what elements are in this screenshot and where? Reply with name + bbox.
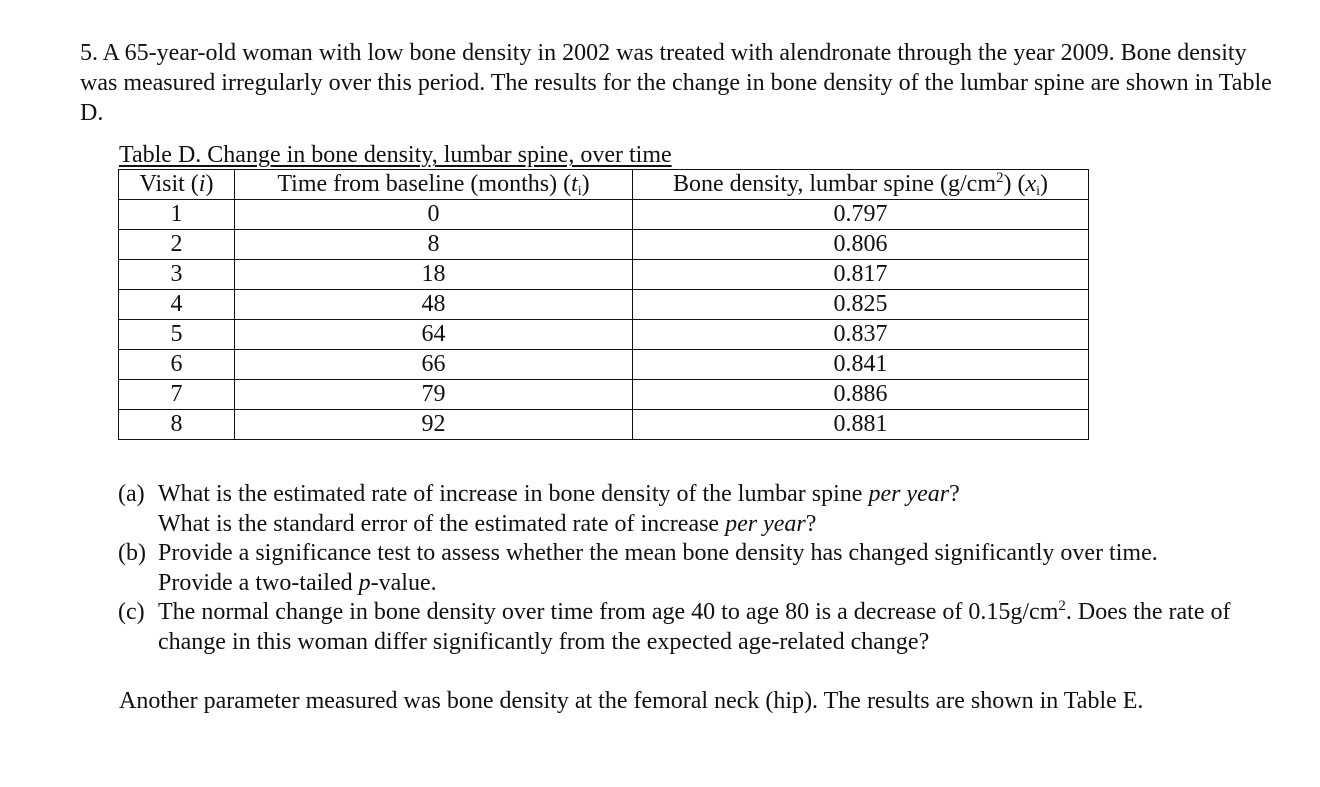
cell-visit: 5 [119,320,235,350]
cell-density: 0.841 [633,350,1089,380]
table-row [119,350,1089,380]
question-c [118,598,1278,657]
question-c-text: The normal change in bone density over time from age 40 to age 80 is a decrease of $0.15g/cm^2$. Does the rate of change in this woman differ significantly from the expected age-related change? [158,598,1231,655]
table-row [119,410,1089,440]
problem-intro: 5. A 65-year-old woman with low bone density in 2002 was treated with alendronate through the year 2009. Bone density was measured irregularly over this period. The results for the change in bone density of the lumbar spine are shown in Table D. [80,40,1272,126]
header-time: Time from baseline (months) $(t_i)$ [235,170,633,200]
table-row [119,200,1089,230]
question-b-line1: Provide a significance test to assess whether the mean bone density has changed significantly over time. [158,540,1158,566]
cell-density: 0.825 [633,290,1089,320]
cell-density: 0.817 [633,260,1089,290]
question-a-label: (a) [118,481,145,507]
cell-time: 92 [235,410,633,440]
cell-visit: 4 [119,290,235,320]
cell-time: 66 [235,350,633,380]
cell-visit: 3 [119,260,235,290]
cell-time: 8 [235,230,633,260]
cell-density: 0.886 [633,380,1089,410]
cell-time: 64 [235,320,633,350]
cell-density: 0.806 [633,230,1089,260]
cell-time: 0 [235,200,633,230]
table-row [119,320,1089,350]
question-a [118,480,1278,539]
cell-time: 79 [235,380,633,410]
question-b-label: (b) [118,540,146,566]
table-row [119,290,1089,320]
table-header-row [119,170,1089,200]
closing-paragraph: Another parameter measured was bone density at the femoral neck (hip). The results are shown in Table E. [119,688,1144,714]
header-density: Bone density, lumbar spine $(g/cm^2)$ $(x_i)$ [633,170,1089,200]
question-list [118,480,1278,657]
header-visit: Visit (i) [119,170,235,200]
cell-visit: 7 [119,380,235,410]
question-a-line2: What is the standard error of the estimated rate of increase per year? [158,510,817,537]
cell-density: 0.881 [633,410,1089,440]
question-b [118,539,1278,598]
question-a-line1: What is the estimated rate of increase in bone density of the lumbar spine per year? [158,481,960,507]
cell-density: 0.837 [633,320,1089,350]
cell-visit: 2 [119,230,235,260]
table-row [119,230,1089,260]
cell-time: 18 [235,260,633,290]
cell-visit: 8 [119,410,235,440]
question-c-label: (c) [118,599,145,625]
table-d-caption: Table D. Change in bone density, lumbar spine, over time [119,142,672,168]
cell-visit: 1 [119,200,235,230]
cell-time: 48 [235,290,633,320]
question-b-line2: Provide a two-tailed p-value. [158,569,437,596]
table-d [118,169,1089,440]
cell-density: 0.797 [633,200,1089,230]
table-row [119,260,1089,290]
cell-visit: 6 [119,350,235,380]
table-row [119,380,1089,410]
